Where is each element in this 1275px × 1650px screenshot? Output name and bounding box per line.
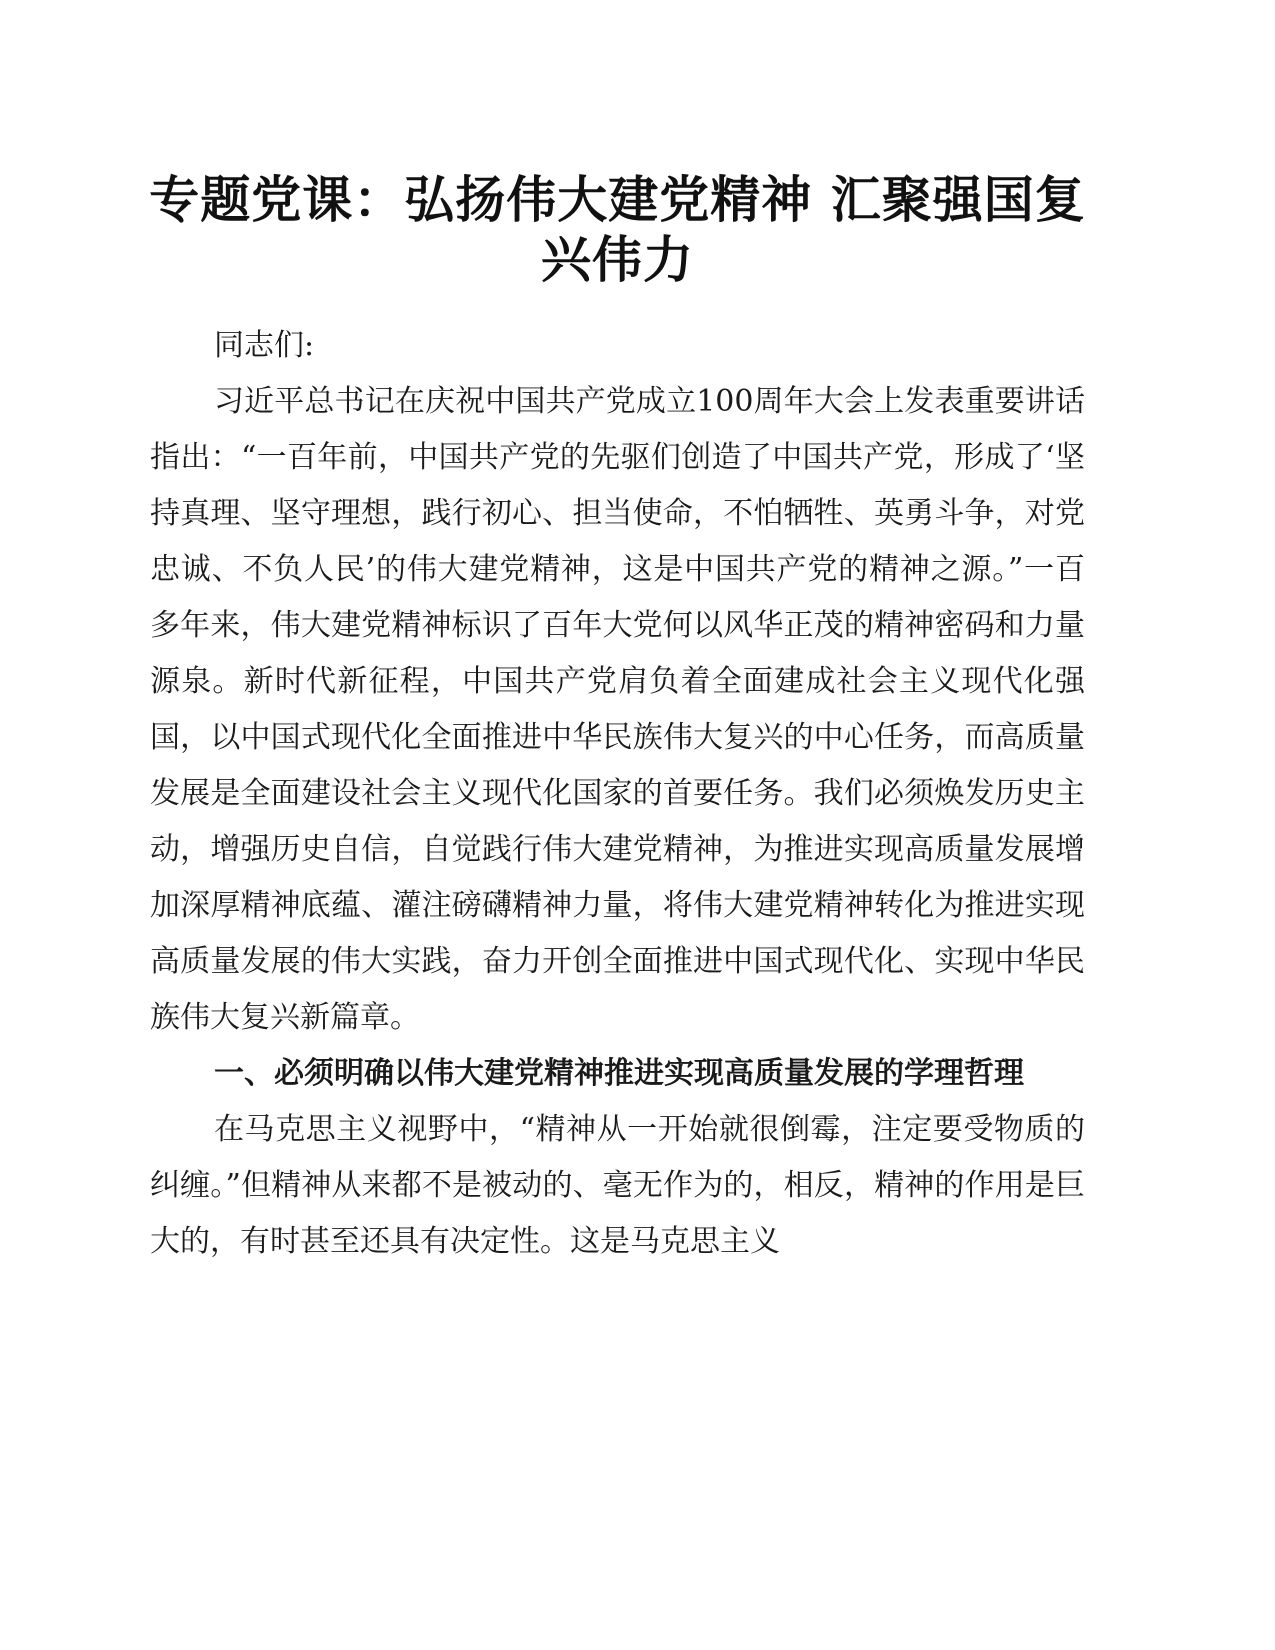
document-title: 专题党课：弘扬伟大建党精神 汇聚强国复兴伟力 bbox=[149, 170, 1086, 289]
section-heading: 一、必须明确以伟大建党精神推进实现高质量发展的学理哲理 bbox=[214, 1056, 1024, 1091]
document-body bbox=[150, 318, 1085, 1270]
paragraph: 在马克思主义视野中，“精神从一开始就很倒霉，注定要受物质的纠缠。”但精神从来都不是被动的、毫无作为的，相反，精神的作用是巨大的，有时甚至还具有决定性。这是马克思主义 bbox=[150, 1112, 1085, 1259]
paragraph: 习近平总书记在庆祝中国共产党成立100周年大会上发表重要讲话指出：“一百年前，中国共产党的先驱们创造了中国共产党，形成了‘坚持真理、坚守理想，践行初心、担当使命，不怕牺牲、英勇斗争，对党忠诚、不负人民’的伟大建党精神，这是中国共产党的精神之源。”一百多年来，伟大建党精神标识了百年大党何以风华正茂的精神密码和力量源泉。新时代新征程，中国共产党肩负着全面建成社会主义现代化强国，以中国式现代化全面推进中华民族伟大复兴的中心任务，而高质量发展是全面建设社会主义现代化国家的首要任务。我们必须焕发历史主动，增强历史自信，自觉践行伟大建党精神，为推进实现高质量发展增加深厚精神底蕴、灌注磅礴精神力量，将伟大建党精神转化为推进实现高质量发展的伟大实践，奋力开创全面推进中国式现代化、实现中华民族伟大复兴新篇章。 bbox=[150, 384, 1085, 1035]
salutation: 同志们: bbox=[214, 328, 315, 363]
document-page bbox=[150, 0, 1085, 1650]
